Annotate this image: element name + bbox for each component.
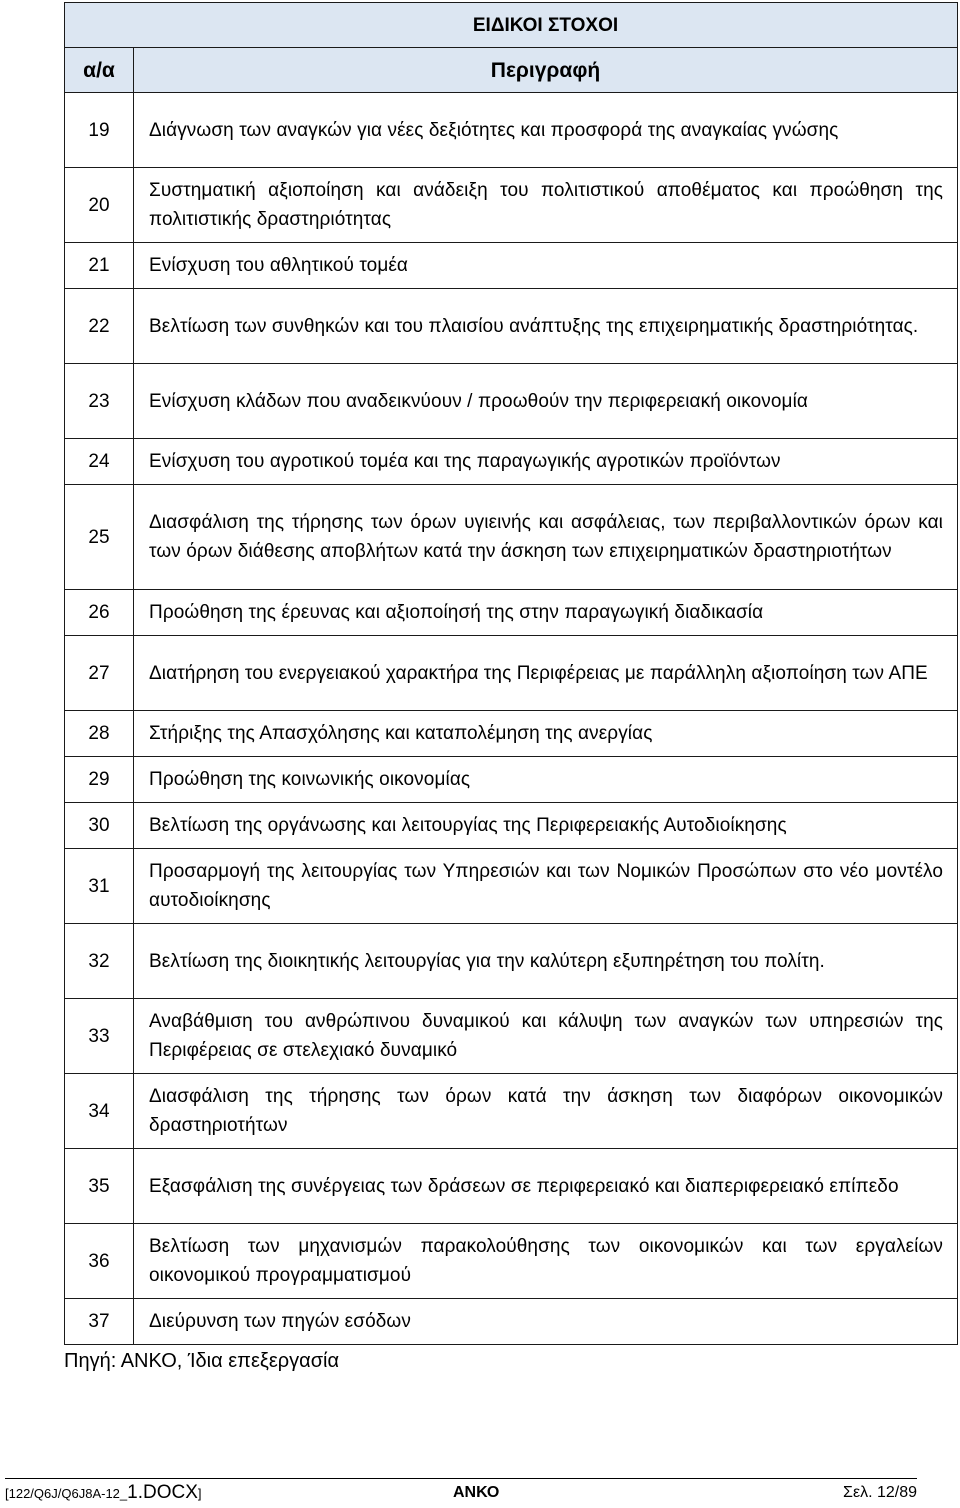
table-row [65, 999, 958, 1074]
table-row [65, 243, 958, 289]
row-number: 30 [65, 803, 134, 849]
row-number: 23 [65, 364, 134, 439]
table-row [65, 168, 958, 243]
row-number: 34 [65, 1074, 134, 1149]
footer-file-main: 1.DOCX [127, 1482, 198, 1503]
row-description: Στήριξης της Απασχόλησης και καταπολέμηση της ανεργίας [134, 711, 958, 757]
table-row [65, 849, 958, 924]
page-footer [5, 1480, 917, 1506]
specific-objectives-table [64, 2, 958, 1345]
row-number: 26 [65, 590, 134, 636]
table-row [65, 1149, 958, 1224]
row-number: 36 [65, 1224, 134, 1299]
row-number: 29 [65, 757, 134, 803]
table-row [65, 364, 958, 439]
row-number: 33 [65, 999, 134, 1074]
footer-filename [5, 1480, 202, 1507]
row-number: 24 [65, 439, 134, 485]
table-row [65, 289, 958, 364]
footer-divider [5, 1478, 917, 1479]
row-description: Εξασφάλιση της συνέργειας των δράσεων σε περιφερειακό και διαπεριφερειακό επίπεδο [134, 1149, 958, 1224]
table-row [65, 803, 958, 849]
row-number: 25 [65, 485, 134, 590]
table-row [65, 1074, 958, 1149]
row-description: Προώθηση της κοινωνικής οικονομίας [134, 757, 958, 803]
table-row [65, 636, 958, 711]
row-number: 35 [65, 1149, 134, 1224]
table-row [65, 439, 958, 485]
footer-file-prefix: [122/Q6J/Q6J8A-12_ [5, 1486, 128, 1501]
row-description: Αναβάθμιση του ανθρώπινου δυναμικού και κάλυψη των αναγκών των υπηρεσιών της Περιφέρειας σε στελεχιακό δυναμικό [134, 999, 958, 1074]
row-number: 37 [65, 1299, 134, 1345]
table-row [65, 1224, 958, 1299]
table-row [65, 93, 958, 168]
table-title-row [65, 3, 958, 48]
row-description: Διασφάλιση της τήρησης των όρων υγιεινής και ασφάλειας, των περιβαλλοντικών όρων και των όρων διάθεσης αποβλήτων κατά την άσκηση των επιχειρηματικών δραστηριοτήτων [134, 485, 958, 590]
row-description: Διεύρυνση των πηγών εσόδων [134, 1299, 958, 1345]
row-description: Συστηματική αξιοποίηση και ανάδειξη του πολιτιστικού αποθέματος και προώθηση της πολιτιστικής δραστηριότητας [134, 168, 958, 243]
row-number: 21 [65, 243, 134, 289]
table-row [65, 590, 958, 636]
table-header-row [65, 48, 958, 93]
row-description: Προσαρμογή της λειτουργίας των Υπηρεσιών και των Νομικών Προσώπων στο νέο μοντέλο αυτοδιοίκησης [134, 849, 958, 924]
row-number: 27 [65, 636, 134, 711]
row-description: Διασφάλιση της τήρησης των όρων κατά την άσκηση των διαφόρων οικονομικών δραστηριοτήτων [134, 1074, 958, 1149]
row-description: Βελτίωση των μηχανισμών παρακολούθησης των οικονομικών και των εργαλείων οικονομικού προγραμματισμού [134, 1224, 958, 1299]
row-number: 28 [65, 711, 134, 757]
table-row [65, 485, 958, 590]
row-description: Προώθηση της έρευνας και αξιοποίησή της στην παραγωγική διαδικασία [134, 590, 958, 636]
table-row [65, 711, 958, 757]
table-title: ΕΙΔΙΚΟΙ ΣΤΟΧΟΙ [65, 3, 958, 48]
row-description: Βελτίωση της οργάνωσης και λειτουργίας της Περιφερειακής Αυτοδιοίκησης [134, 803, 958, 849]
source-note: Πηγή: ΑΝΚΟ, Ίδια επεξεργασία [64, 1350, 340, 1372]
row-number: 32 [65, 924, 134, 999]
row-description: Διάγνωση των αναγκών για νέες δεξιότητες και προσφορά της αναγκαίας γνώσης [134, 93, 958, 168]
footer-page-number: Σελ. 12/89 [843, 1484, 917, 1501]
row-number: 22 [65, 289, 134, 364]
footer-organization: ΑΝΚΟ [453, 1484, 500, 1501]
row-number: 19 [65, 93, 134, 168]
row-number: 20 [65, 168, 134, 243]
footer-file-suffix: ] [197, 1486, 202, 1501]
row-description: Βελτίωση των συνθηκών και του πλαισίου ανάπτυξης της επιχειρηματικής δραστηριότητας. [134, 289, 958, 364]
row-number: 31 [65, 849, 134, 924]
table-row [65, 924, 958, 999]
row-description: Ενίσχυση του αθλητικού τομέα [134, 243, 958, 289]
row-description: Ενίσχυση κλάδων που αναδεικνύουν / προωθούν την περιφερειακή οικονομία [134, 364, 958, 439]
table-row [65, 757, 958, 803]
row-description: Βελτίωση της διοικητικής λειτουργίας για την καλύτερη εξυπηρέτηση του πολίτη. [134, 924, 958, 999]
row-description: Ενίσχυση του αγροτικού τομέα και της παραγωγικής αγροτικών προϊόντων [134, 439, 958, 485]
header-description: Περιγραφή [134, 48, 958, 93]
header-num: α/α [65, 48, 134, 93]
row-description: Διατήρηση του ενεργειακού χαρακτήρα της Περιφέρειας με παράλληλη αξιοποίηση των ΑΠΕ [134, 636, 958, 711]
table-row [65, 1299, 958, 1345]
